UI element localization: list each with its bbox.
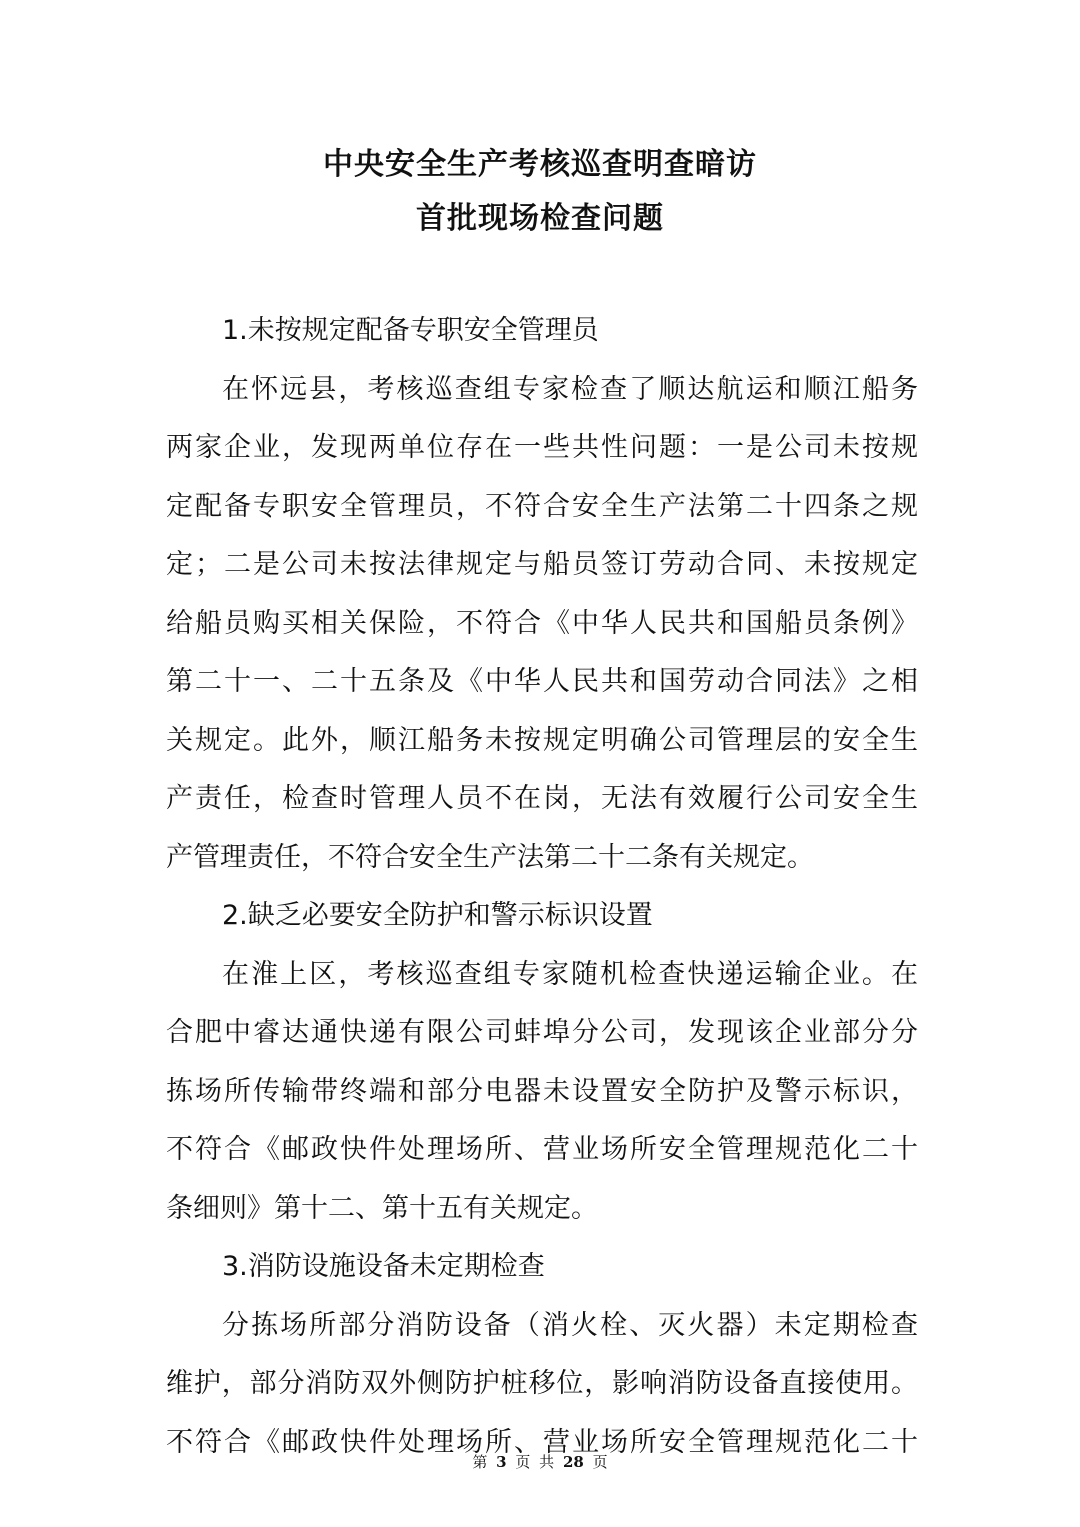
section-3 (166, 1238, 918, 1472)
footer-prefix: 第 (472, 1453, 488, 1471)
title-line-2: 首批现场检查问题 (416, 201, 664, 236)
title-line-1: 中央安全生产考核巡查明查暗访 (323, 147, 757, 182)
section-1 (166, 302, 918, 887)
footer-total-pages: 28 (562, 1453, 584, 1471)
section-heading: 3.消防设施设备未定期检查 (222, 1251, 545, 1282)
footer-suffix: 页 (592, 1453, 608, 1471)
text-line: 定；二是公司未按法律规定与船员签订劳动合同、未按规定 (166, 549, 918, 580)
text-line: 产管理责任，不符合安全生产法第二十二条有关规定。 (166, 841, 814, 873)
text-line: 维护，部分消防双外侧防护桩移位，影响消防设备直接使用。 (166, 1368, 918, 1399)
text-line: 第二十一、二十五条及《中华人民共和国劳动合同法》之相 (166, 666, 918, 697)
section-paragraph (166, 946, 918, 1239)
text-line: 拣场所传输带终端和部分电器未设置安全防护及警示标识， (166, 1075, 918, 1107)
text-line: 不符合《邮政快件处理场所、营业场所安全管理规范化二十 (166, 1426, 918, 1458)
text-line: 在淮上区，考核巡查组专家随机检查快递运输企业。在 (222, 958, 918, 990)
text-line: 两家企业，发现两单位存在一些共性问题：一是公司未按规 (166, 432, 918, 463)
text-line: 分拣场所部分消防设备（消火栓、灭火器）未定期检查 (222, 1309, 918, 1341)
text-line: 在怀远县，考核巡查组专家检查了顺达航运和顺江船务 (222, 373, 918, 405)
section-paragraph (166, 1297, 918, 1473)
text-line: 合肥中睿达通快递有限公司蚌埠分公司，发现该企业部分分 (166, 1017, 918, 1048)
section-heading: 2.缺乏必要安全防护和警示标识设置 (222, 900, 653, 931)
footer-page-number: 3 (496, 1453, 507, 1471)
document-title (0, 138, 1080, 246)
text-line: 给船员购买相关保险，不符合《中华人民共和国船员条例》 (166, 607, 918, 639)
section-2 (166, 887, 918, 1238)
text-line: 定配备专职安全管理员，不符合安全生产法第二十四条之规 (166, 490, 918, 522)
footer-middle: 页 共 (515, 1453, 555, 1471)
text-line: 关规定。此外，顺江船务未按规定明确公司管理层的安全生 (166, 724, 918, 756)
text-line: 产责任，检查时管理人员不在岗，无法有效履行公司安全生 (166, 783, 918, 814)
section-heading: 1.未按规定配备专职安全管理员 (222, 315, 599, 346)
section-paragraph (166, 361, 918, 888)
document-body (166, 302, 918, 1472)
text-line: 不符合《邮政快件处理场所、营业场所安全管理规范化二十 (166, 1134, 918, 1165)
text-line: 条细则》第十二、第十五有关规定。 (166, 1192, 598, 1224)
page-footer (0, 1452, 1080, 1472)
